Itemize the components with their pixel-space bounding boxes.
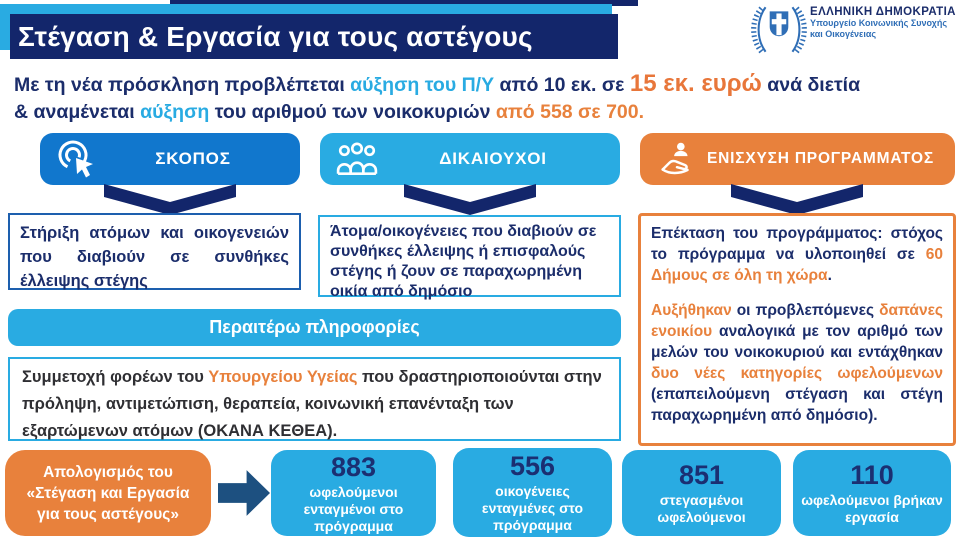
stat-value: 110 <box>850 460 894 490</box>
more-info-bar[interactable] <box>8 309 621 346</box>
people-group-icon <box>334 136 380 182</box>
skopos-description: Στήριξη ατόμων και οικογενειών που διαβιούν σε συνθήκες έλλειψης στέγης <box>20 224 289 290</box>
enisxysi-description-box <box>638 213 956 446</box>
enisxysi-p2-highlight2: δαπάνες ενοικίου <box>651 302 943 340</box>
stat-label: οικογένειες ενταγμένες στο πρόγραμμα <box>481 483 584 533</box>
stat-value: 556 <box>509 451 556 481</box>
dikaiouxoi-label: ΔΙΚΑΙΟΥΧΟΙ <box>439 149 547 168</box>
enisxysi-p1-period: . <box>827 267 832 284</box>
chevron-down-icon <box>731 184 863 215</box>
intro-l2-text2: του αριθμού των νοικοκυριών <box>209 101 496 123</box>
stats-source-label: Απολογισμός του «Στέγαση και Εργασία για τους αστέγους» <box>26 463 190 523</box>
cursor-click-icon <box>54 136 100 182</box>
intro-line2 <box>14 99 949 126</box>
stats-source-box <box>5 450 211 536</box>
chevron-down-icon <box>104 184 236 215</box>
enisxysi-p2-highlight1: Αυξήθηκαν <box>651 302 732 319</box>
title-bar <box>10 14 618 59</box>
page-title: Στέγαση & Εργασία για τους αστέγους <box>18 20 533 52</box>
enisxysi-p2-text1: οι προβλεπόμενες <box>731 302 880 319</box>
chevron-down-icon <box>404 184 536 215</box>
stat-value: 851 <box>678 460 725 490</box>
intro-l2-highlight-orange: από 558 σε 700. <box>495 101 645 123</box>
logo-ministry-line1: Υπουργείο Κοινωνικής Συνοχής <box>810 18 947 28</box>
government-logo <box>748 0 958 60</box>
more-info-box <box>8 357 621 441</box>
stat-box-beneficiaries <box>271 450 436 536</box>
intro-l1-highlight-blue: αύξηση του Π/Υ <box>350 74 495 96</box>
intro-l1-highlight-orange: 15 εκ. ευρώ <box>629 70 762 97</box>
intro-l1-text2: από 10 εκ. σε <box>494 74 630 96</box>
more-info-text2: που δραστηριοποιούνται στην πρόληψη, αντιμετώπιση, θεραπεία, κοινωνική επανένταξη των εξαρτώμενων ατόμων (ΟΚΑΝΑ ΚΕΘΕΑ). <box>22 368 602 440</box>
stat-label: ωφελούμενοι βρήκαν εργασία <box>801 492 943 525</box>
enisxysi-paragraph-1 <box>651 223 943 286</box>
stat-box-families <box>453 448 612 537</box>
logo-ministry-line2: και Οικογένειας <box>810 29 877 39</box>
dikaiouxoi-button[interactable] <box>320 133 620 185</box>
arrow-right-icon <box>218 467 270 519</box>
enisxysi-label: ΕΝΙΣΧΥΣΗ ΠΡΟΓΡΑΜΜΑΤΟΣ <box>707 150 934 167</box>
intro-l2-text: & αναμένεται <box>14 101 141 123</box>
stat-box-employed <box>793 450 951 536</box>
enisxysi-p2-text3: (επαπειλούμενη στέγαση και στέγη παραχωρημένη από δημόσιο). <box>651 386 943 424</box>
dikaiouxoi-description: Άτομα/οικογένειες που διαβιούν σε συνθήκες έλλειψης ή επισφαλούς στέγης ή ζουν σε παραχωρημένη οικία από δημόσιο <box>330 223 597 300</box>
more-info-highlight: Υπουργείου Υγείας <box>208 368 358 386</box>
logo-country: ΕΛΛΗΝΙΚΗ ΔΗΜΟΚΡΑΤΙΑ <box>810 6 956 18</box>
more-info-label: Περαιτέρω πληροφορίες <box>209 317 420 337</box>
dikaiouxoi-description-box <box>318 215 621 300</box>
enisxysi-p1-text: Επέκταση του προγράμματος: στόχος το πρόγραμμα να υλοποιηθεί σε <box>651 225 943 263</box>
enisxysi-p2-highlight3: δυο νέες κατηγορίες ωφελούμενων <box>651 365 943 382</box>
stat-label: ωφελούμενοι ενταγμένοι στο πρόγραμμα <box>303 483 404 534</box>
stat-box-housed <box>622 450 781 536</box>
hand-support-icon <box>654 136 700 182</box>
more-info-text1: Συμμετοχή φορέων του <box>22 368 209 386</box>
hellenic-republic-emblem-icon <box>748 0 810 65</box>
intro-text <box>14 70 949 126</box>
logo-text <box>810 0 956 40</box>
intro-l1-text3: ανά διετία <box>761 74 861 96</box>
stat-label: στεγασμένοι ωφελούμενοι <box>657 492 746 525</box>
intro-l1-text: Με τη νέα πρόσκληση προβλέπεται <box>14 74 351 96</box>
enisxysi-button[interactable] <box>640 133 955 185</box>
stat-value: 883 <box>330 451 377 482</box>
enisxysi-paragraph-2 <box>651 300 943 426</box>
intro-line1 <box>14 70 949 99</box>
enisxysi-p1-highlight: 60 Δήμους σε όλη τη χώρα <box>651 246 943 284</box>
intro-l2-highlight-blue: αύξηση <box>140 101 210 123</box>
skopos-description-box <box>8 213 301 290</box>
skopos-button[interactable] <box>40 133 300 185</box>
enisxysi-p2-text2: αναλογικά με τον αριθμό των μελών του νοικοκυριού και εντάχθηκαν <box>651 323 943 361</box>
skopos-label: ΣΚΟΠΟΣ <box>155 149 231 168</box>
